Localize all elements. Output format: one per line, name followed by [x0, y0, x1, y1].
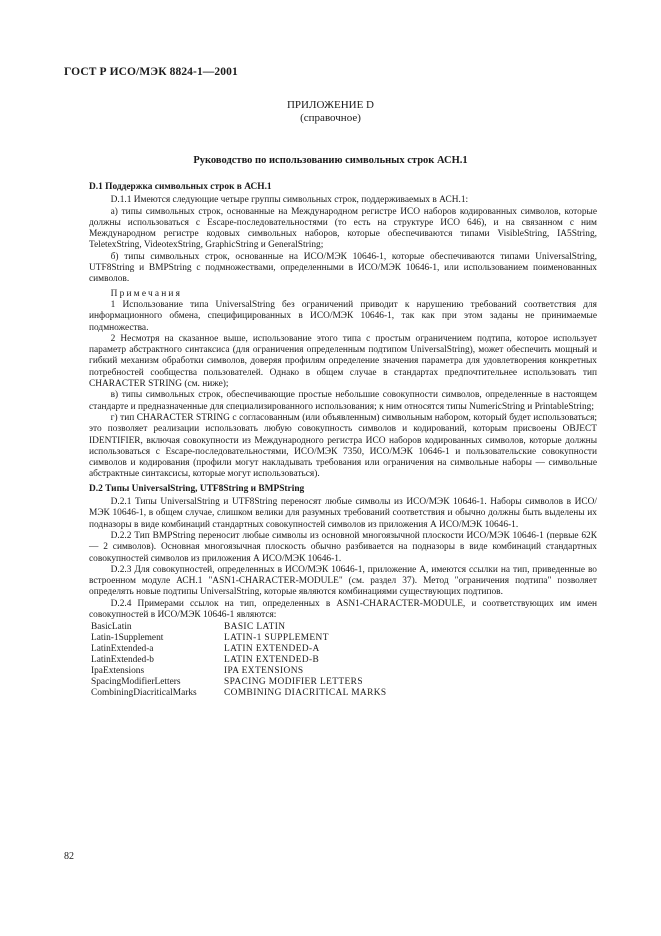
page-number: 82	[64, 851, 74, 862]
list-item	[89, 622, 597, 633]
section-d2-heading: D.2 Типы UniversalString, UTF8String и BMPString	[89, 483, 305, 494]
note: 1 Использование типа UniversalString без ограничений приводит к нарушению требований соответствия для информационного обмена, специфицированных в ИСО/МЭК 10646-1, так как при этом заданы не принимаемые подмножества.	[89, 299, 597, 333]
list-item	[89, 666, 597, 677]
list-item-name: BasicLatin	[91, 622, 132, 633]
annex-heading	[0, 99, 661, 125]
document-body	[89, 182, 597, 699]
list-item-name: LatinExtended-a	[91, 644, 154, 655]
list-item	[89, 688, 597, 699]
list-item-name: CombiningDiacriticalMarks	[91, 688, 197, 699]
list-item-value: SPACING MODIFIER LETTERS	[224, 677, 363, 688]
list-item-value: BASIC LATIN	[224, 622, 286, 633]
paragraph: г) тип CHARACTER STRING с согласованным (или объявленным) символьным набором, который будет использоваться; это позволяет реализации использовать любую совокупность символов и кодирований, которым присвоены OBJECT IDENTIFIER, включая совокупности из Международного регистра ИСО наборов кодированных символов, которые должны использоваться с Escape-последовательностями, ИСО/МЭК 7350, ИСО/МЭК 10646-1 и пользовательские совокупности символов и кодирования (профили могут накладывать требования или ограничения на символьные наборы — символьные абстрактные синтаксисы, которые могут использоваться).	[89, 412, 597, 480]
notes-label: Примечания	[110, 288, 183, 299]
list-item	[89, 655, 597, 666]
list-item-value: LATIN EXTENDED-B	[224, 655, 320, 666]
section-d1-heading: D.1 Поддержка символьных строк в АСН.1	[89, 182, 272, 192]
paragraph: D.1.1 Имеются следующие четыре группы символьных строк, поддерживаемых в АСН.1:	[110, 195, 469, 206]
annex-title: ПРИЛОЖЕНИЕ D	[286, 99, 374, 111]
list-item-value: LATIN-1 SUPPLEMENT	[224, 633, 329, 644]
list-item-name: IpaExtensions	[91, 666, 145, 677]
paragraph: а) типы символьных строк, основанные на Международном регистре ИСО наборов кодированных символов, которые должны использоваться с Escape-последовательностями (то есть на структуре ИСО 646), и на связанном с ним Международном регистре кодовых символьных наборов, которые обеспечиваются типами VisibleString, IA5String, TeletexString, VideotexString, GraphicString и GeneralString;	[89, 206, 597, 251]
collection-list	[89, 622, 597, 699]
paragraph: D.2.3 Для совокупностей, определенных в ИСО/МЭК 10646-1, приложение А, имеются ссылки на тип, приведенные во встроенном модуле АСН.1 "ASN1-CHARACTER-MODULE" (см. раздел 37). Метод "ограничения подтипа" позволяет определять новые подтипы UniversalString, которые являются комбинациями существующих подтипов.	[89, 564, 597, 598]
list-item	[89, 677, 597, 688]
note: 2 Несмотря на сказанное выше, использование этого типа с простым ограничением подтипа, которое использует параметр абстрактного синтаксиса (для ограничения определенным подтипом UniversalString), может обеспечить мощный и гибкий механизм обработки символов, доверяя профилям определение значения параметра для удовлетворения конкретных потребностей сообщества пользователей. Однако в общем случае в стандартах предпочтительнее использовать тип CHARACTER STRING (см. ниже);	[89, 333, 597, 390]
paragraph: D.2.4 Примерами ссылок на тип, определенных в ASN1-CHARACTER-MODULE, и соответствующих им имен совокупностей в ИСО/МЭК 10646-1 являются:	[89, 598, 597, 620]
list-item-name: SpacingModifierLetters	[91, 677, 181, 688]
list-item	[89, 644, 597, 655]
main-title: Руководство по использованию символьных строк АСН.1	[193, 155, 468, 166]
list-item	[89, 633, 597, 644]
paragraph: в) типы символьных строк, обеспечивающие простые небольшие совокупности символов, определенные в настоящем стандарте и предназначенные для специализированного использования; к ним относятся типы NumericString и PrintableString;	[89, 390, 597, 412]
list-item-name: Latin-1Supplement	[91, 633, 164, 644]
document-header: ГОСТ Р ИСО/МЭК 8824-1—2001	[64, 66, 238, 78]
list-item-value: COMBINING DIACRITICAL MARKS	[224, 688, 387, 699]
list-item-name: LatinExtended-b	[91, 655, 154, 666]
list-item-value: IPA EXTENSIONS	[224, 666, 304, 677]
annex-subtitle: (справочное)	[300, 112, 361, 124]
list-item-value: LATIN EXTENDED-A	[224, 644, 320, 655]
paragraph: D.2.1 Типы UniversalString и UTF8String переносят любые символы из ИСО/МЭК 10646-1. Наборы символов в ИСО/МЭК 10646-1, в общем случае, слишком велики для разумных требований соответствия и обычно должны быть выделены их подназоры в виде комбинаций стандартных совокупностей символов из приложения А ИСО/МЭК 10646-1.	[89, 497, 597, 530]
paragraph: D.2.2 Тип BMPString переносит любые символы из основной многоязычной плоскости ИСО/МЭК 10646-1 (первые 62К — 2 символов). Основная многоязычная плоскость обычно разбивается на подназоры в виде комбинаций стандартных совокупностей символов из приложения А ИСО/МЭК 10646-1.	[89, 530, 597, 564]
paragraph: б) типы символьных строк, основанные на ИСО/МЭК 10646-1, которые обеспечиваются типами UniversalString, UTF8String и BMPString с подмножествами, определенными в ИСО/МЭК 10646-1, или использованием поименованных символов.	[89, 251, 597, 285]
